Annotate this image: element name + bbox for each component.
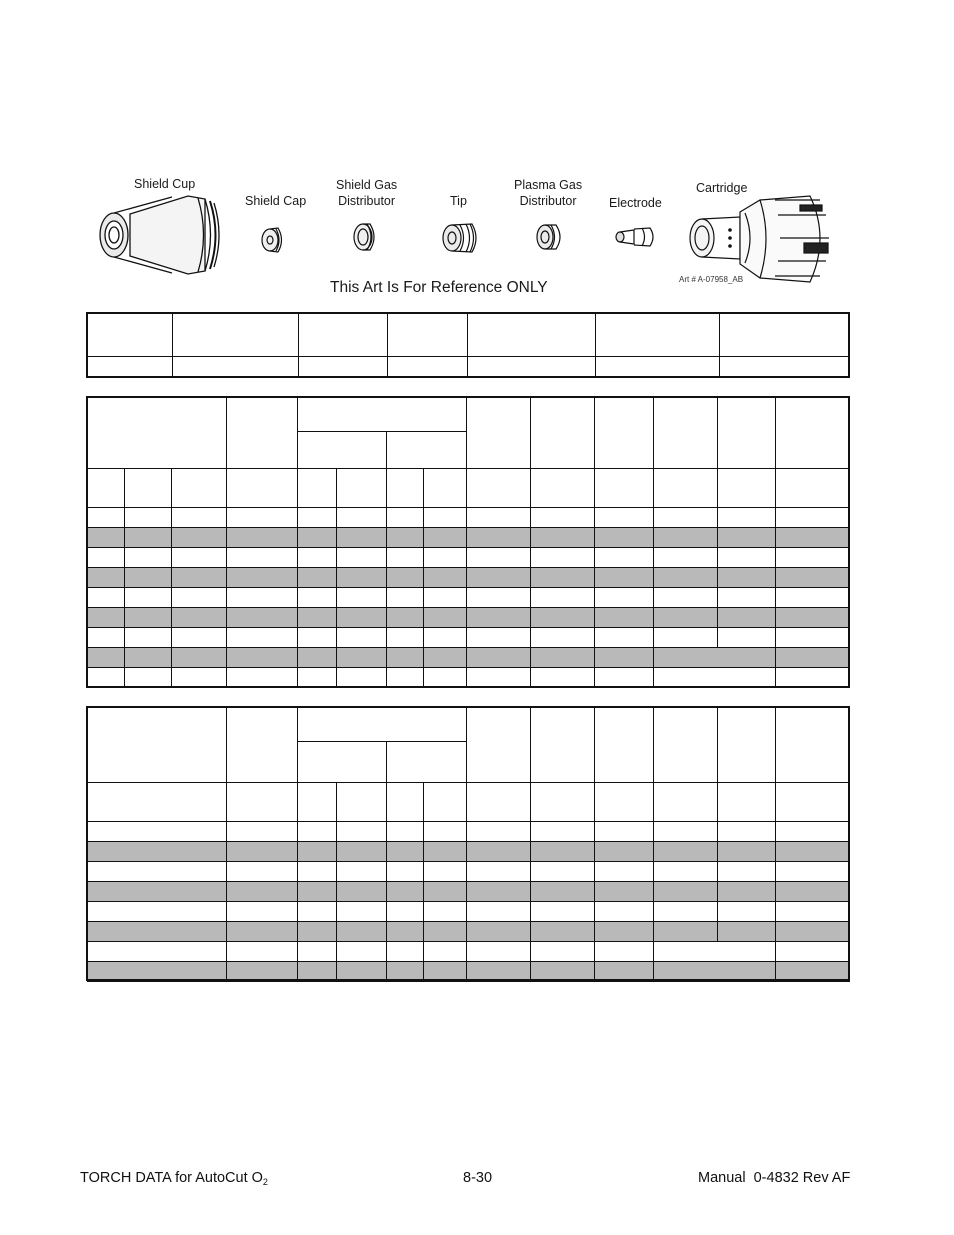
table-row (88, 882, 850, 902)
shield-cap-label: Shield Cap (245, 194, 307, 208)
plasma-gas-distributor-drawing (537, 225, 560, 249)
table-row (88, 842, 850, 862)
table-row (88, 528, 850, 548)
cartridge-label: Cartridge (696, 181, 748, 195)
shield-cap-drawing (262, 228, 282, 252)
shield-gas-distributor-drawing (354, 224, 374, 250)
consumables-illustration (0, 0, 954, 300)
cartridge-drawing (690, 196, 829, 282)
cut-chart-table-2 (87, 707, 850, 982)
manual-number: Manual 0-4832 Rev AF (698, 1170, 851, 1186)
electrode-label: Electrode (609, 196, 662, 210)
table-row (88, 862, 850, 882)
table-row (88, 648, 850, 668)
shield-gas-distributor-label: Shield Gas Distributor (336, 178, 398, 208)
plasma-gas-distributor-label: Plasma Gas Distributor (514, 178, 583, 208)
table-row (88, 314, 850, 357)
part-number-table (87, 313, 850, 377)
table-row (88, 628, 850, 648)
footer-subscript: 2 (262, 1177, 268, 1187)
shield-cup-drawing (100, 196, 219, 274)
table-row (88, 568, 850, 588)
table-row (88, 822, 850, 842)
tip-label: Tip (450, 194, 467, 208)
table-row (88, 508, 850, 528)
shield-cup-label: Shield Cup (134, 177, 196, 191)
table-row (88, 548, 850, 568)
footer-title: TORCH DATA for AutoCut O (80, 1170, 263, 1186)
table-row (88, 608, 850, 628)
table-row (88, 357, 850, 377)
table-row (88, 588, 850, 608)
table-row (88, 962, 850, 982)
reference-note: This Art Is For Reference ONLY (330, 279, 548, 296)
electrode-drawing (616, 228, 653, 246)
table-row (88, 902, 850, 922)
tip-drawing (443, 224, 476, 252)
table-row (88, 922, 850, 942)
footer-left (80, 1170, 268, 1187)
art-number: Art # A-07958_AB (679, 275, 744, 284)
table-row (88, 668, 850, 688)
table-row (88, 942, 850, 962)
cut-chart-table-1 (87, 397, 850, 688)
page-number: 8-30 (463, 1170, 493, 1186)
